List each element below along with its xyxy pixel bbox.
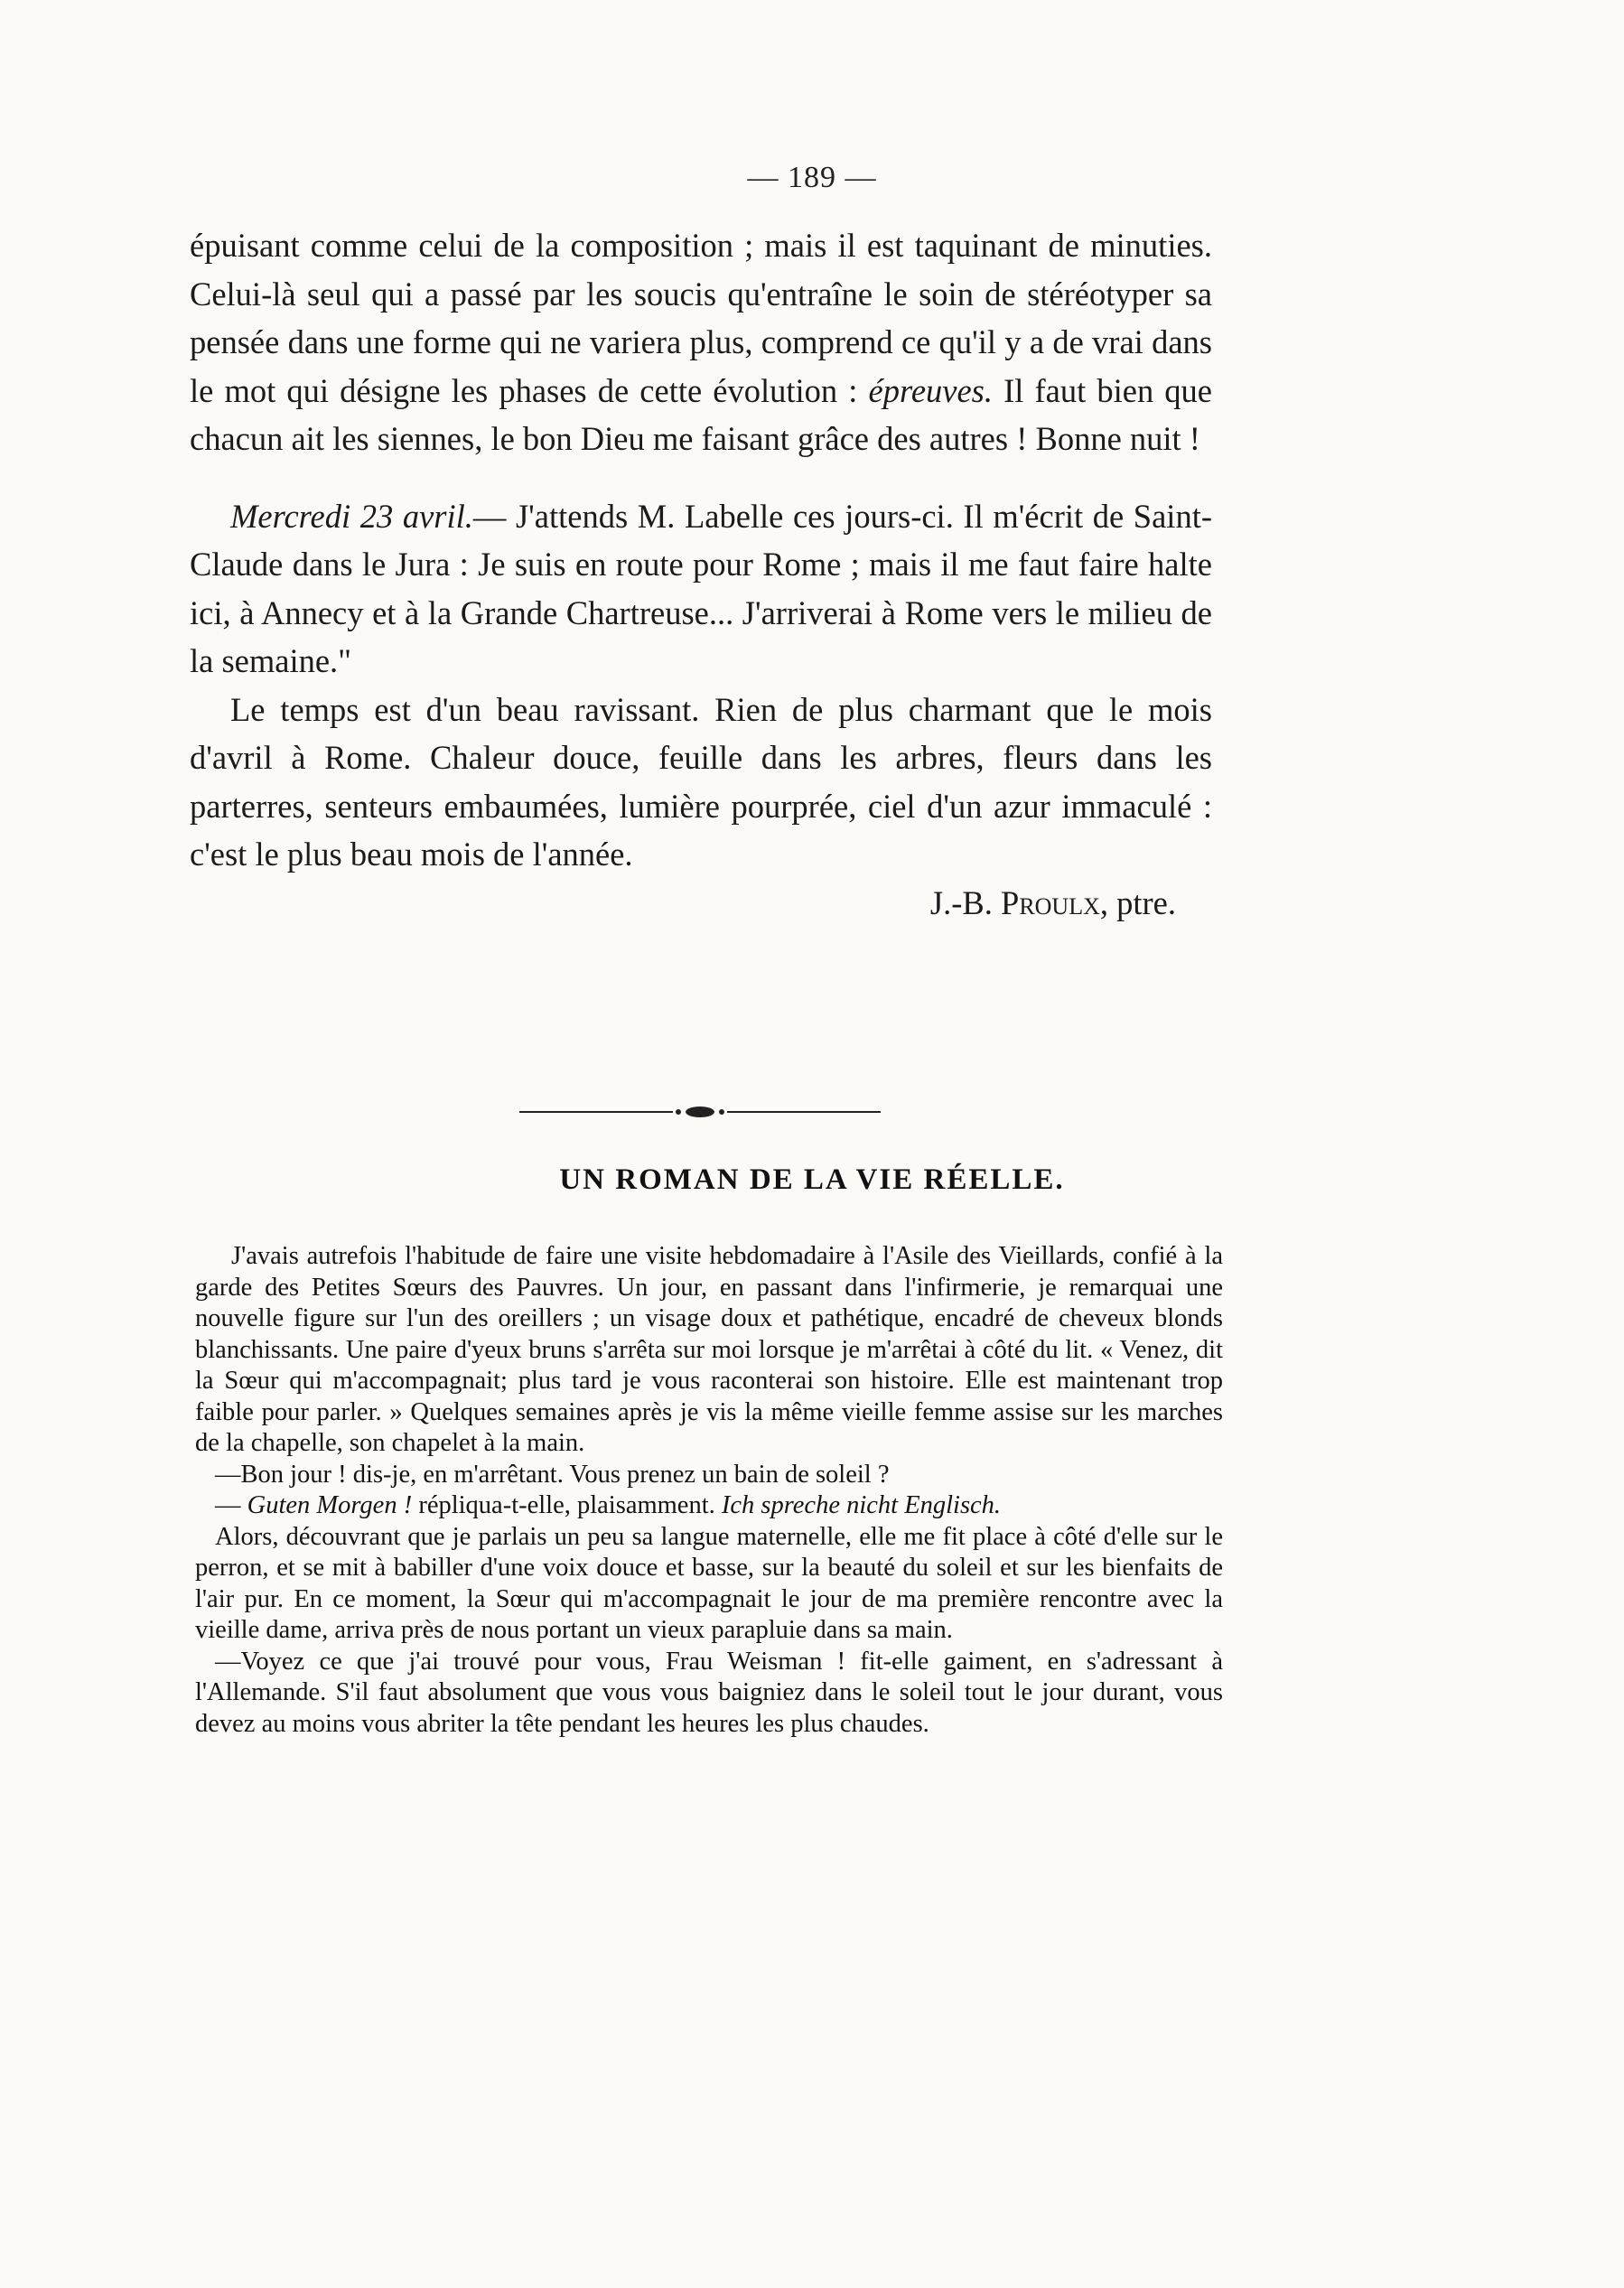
diary-date: Mercredi 23 avril.: [230, 497, 473, 535]
paragraph: Le temps est d'un beau ravissant. Rien de plus charmant que le mois d'avril à Rome. Chaleur douce, feuille dans les arbres, fleurs dans les parterres, senteurs embaumées, lumière pourprée, ciel d'un azur immaculé : c'est le plus beau mois de l'année.: [190, 690, 1212, 873]
page-number: — 189 —: [747, 161, 877, 194]
paragraph: J'avais autrefois l'habitude de faire une visite hebdomadaire à l'Asile des Vieillards, confié à la garde des Petites Sœurs des Pauvres. Un jour, en passant dans l'infirmerie, je remarquai une nouvelle figure sur l'un des oreillers ; un visage doux et pathétique, encadré de cheveux blonds blanchissants. Une paire d'yeux bruns s'arrêta sur moi lorsque je m'arrêtai à côté du lit. « Venez, dit la Sœur qui m'accompagnait; plus tard je vous raconterai son histoire. Elle est maintenant trop faible pour parler. » Quelques semaines après je vis la même vieille femme assise sur les marches de la chapelle, son chapelet à la main.: [195, 1242, 1223, 1457]
dash: —: [215, 1491, 241, 1519]
section-divider-ornament: [519, 1101, 881, 1123]
paragraph: Alors, découvrant que je parlais un peu sa langue maternelle, elle me fit place à côté d'elle sur le perron, et se mit à babiller d'une voix douce et basse, sur la beauté du soleil et sur les bienfaits de l'air pur. En ce moment, la Sœur qui m'accompagnait le jour de ma première rencontre avec la vieille dame, arriva près de nous portant un vieux parapluie dans sa main.: [195, 1522, 1223, 1644]
paragraph-text: Il faut bien que chacun ait les siennes, le bon Dieu me faisant grâce des autres ! Bonne nuit !: [190, 371, 1213, 457]
italic-german: Guten Morgen !: [247, 1491, 413, 1519]
italic-word: épreuves.: [868, 371, 993, 409]
paragraph-text: — J'attends M. Labelle ces jours-ci. Il m'écrit de Saint-Claude dans le Jura : Je suis en route pour Rome ; mais il me faut faire halte ici, à Annecy et à la Grande Chartreuse... J'arriverai à Rome vers le milieu de la semaine.": [190, 497, 1212, 679]
signature-initials: J.-B.: [929, 883, 993, 921]
dialog-line: [195, 1490, 1223, 1522]
paragraph: [190, 221, 1212, 463]
article-body: [195, 1241, 1223, 1740]
diary-section: [190, 221, 1212, 927]
paragraph-text: épuisant comme celui de la composition ; mais il est taquinant de minuties. Celui-là seul qui a passé par les soucis qu'entraîne le soin de stéréotyper sa pensée dans une forme qui ne variera plus, comprend ce qu'il y a de vrai dans le mot qui désigne les phases de cette évolution :: [190, 227, 1212, 409]
paragraph-text: répliqua-t-elle, plaisamment.: [418, 1491, 715, 1519]
article-title: UN ROMAN DE LA VIE RÉELLE.: [559, 1163, 1065, 1196]
signature-name: Proulx,: [1001, 883, 1108, 921]
dialog-line: —Voyez ce que j'ai trouvé pour vous, Frau Weisman ! fit-elle gaiment, en s'adressant à l'Allemande. S'il faut absolument que vous vous baigniez dans le soleil tout le jour durant, vous devez au moins vous abriter la tête pendant les heures les plus chaudes.: [195, 1647, 1223, 1738]
italic-german: Ich spreche nicht Englisch.: [721, 1491, 1002, 1519]
signature: [190, 879, 1212, 928]
signature-title: ptre.: [1116, 883, 1176, 921]
paragraph: [190, 492, 1212, 686]
dialog-line: —Bon jour ! dis-je, en m'arrêtant. Vous prenez un bain de soleil ?: [215, 1460, 890, 1489]
